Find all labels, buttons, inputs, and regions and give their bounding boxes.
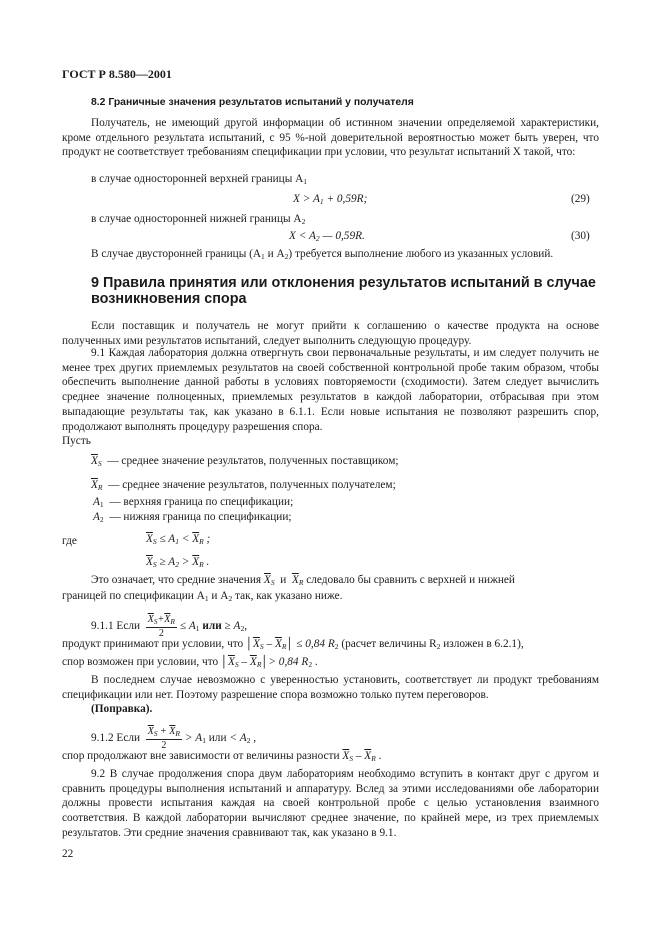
definition-xr: $\overline{X}_R$ — среднее значение результатов, полученных получателем;: [91, 479, 396, 492]
dispute-continues: спор продолжают вне зависимости от величины разности $\overline{X}_S - \overline{X}_R$ .: [62, 750, 382, 763]
mean-fraction: $\frac{\overline{X}_S+\overline{X}_R}{2}$: [147, 614, 175, 639]
definition-a1: $A_1$ — верхняя граница по спецификации;: [93, 496, 294, 509]
paragraph-8-2-intro: Получатель, не имеющий другой информации об истинном значении определяемой характеристики, кроме отдельного результата испытаний, с 95 %-ной доверительной вероятностью может быть уверен, что продукт не соответствует требованиям спецификации при условии, что результат испытаний X такой, что:: [62, 117, 599, 159]
mean-fraction-2: $\frac{\overline{X}_S + \overline{X}_R}{2}$: [147, 726, 180, 751]
definition-xs: $\overline{X}_S$ — среднее значение результатов, полученных поставщиком;: [91, 455, 399, 468]
paragraph-9-2: 9.2 В случае продолжения спора двум лабораториям необходимо вступить в контакт друг с другом и сравнить процедуры выполнения испытаний и аппаратуру. Вслед за этими исследованиями обе лаборатории должны провести испытания каждая на своей контрольной пробе с целью установления взаимного соответствия. В каждой лаборатории вычисляют среднее значение, по крайней мере, из трех приемлемых результатов. Эти средние значения сравнивают так, как указано в 9.1.: [62, 768, 599, 839]
inequality-upper: $\overline{X}_S \ge A_2 > \overline{X}_R$ .: [146, 556, 210, 569]
subsection-title-8-2: 8.2 Граничные значения результатов испытаний у получателя: [91, 97, 414, 108]
means-sentence-line1: Это означает, что средние значения $\overline{X}_S$ и $\overline{X}_R$ следовало бы сравнить с верхней и нижней: [91, 574, 515, 587]
where-label: где: [62, 535, 77, 547]
definition-a2: $A_2$ — нижняя граница по спецификации;: [93, 511, 292, 524]
acceptance-condition: продукт принимают при условии, что $│\overline{X}_S$ – $\overline{X}_R│ \le 0,84$ $R_2$ (расчет величины $R_2$ изложен в 6.2.1),: [62, 638, 524, 651]
page-number: 22: [62, 848, 74, 860]
section-9-title-line1: 9 Правила принятия или отклонения результатов испытаний в случае: [91, 275, 596, 291]
condition-9-1-2: 9.1.2 Если $\frac{\overline{X}_S + \overline{X}_R}{2}$ > $A_1$ или < $A_2$ ,: [91, 726, 257, 751]
section-9-title-line2: возникновения спора: [91, 291, 247, 307]
equation-29: $X > A_1 + 0,59R$;: [293, 193, 368, 206]
paragraph-9-intro: Если поставщик и получатель не могут прийти к соглашению о качестве продукта на основе полученных ими результатов испытаний, следует выполнить следующую процедуру.: [62, 320, 599, 347]
amendment-note: (Поправка).: [91, 703, 153, 715]
equation-30: $X < A_2$ — 0,59R.: [289, 230, 365, 243]
paragraph-9-1: 9.1 Каждая лаборатория должна отвергнуть свои первоначальные результаты, и им следует получить не менее трех других приемлемых результатов на своей собственной контрольной пробе таким образом, чтобы обеспечить выполнение данной работы в условиях повторяемости (сходимости). Затем следует вычислить среднее значение полноценных, приемлемых результатов в каждой лаборатории, отбрасывая при этом выпадающие результаты так, как указано в 6.1.1. Если новые испытания не позволяют разрешить спор, продолжают выполнять процедуру разрешения спора.: [62, 347, 599, 433]
let-label: Пусть: [62, 435, 91, 447]
case-lower-label: в случае односторонней нижней границы $A_2$: [91, 213, 306, 226]
condition-9-1-1: 9.1.1 Если $\frac{\overline{X}_S+\overline{X}_R}{2}$ ≤ $A_1$ или ≥ $A_2$,: [91, 614, 248, 639]
case-upper-label: в случае односторонней верхней границы $A_1$: [91, 173, 308, 186]
document-code: ГОСТ Р 8.580—2001: [62, 67, 172, 81]
inequality-lower: $\overline{X}_S \le A_1 < \overline{X}_R$ ;: [146, 533, 211, 546]
paragraph-two-sided: В случае двусторонней границы ($A_1$ и $A_2$) требуется выполнение любого из указанных условий.: [91, 248, 554, 261]
means-sentence-line2: границей по спецификации $A_1$ и $A_2$ так, как указано ниже.: [62, 590, 343, 603]
dispute-condition: спор возможен при условии, что $│\overline{X}_S$ – $\overline{X}_R│> 0,84$ $R_2$ .: [62, 656, 318, 669]
paragraph-last-case: В последнем случае невозможно с уверенностью установить, соответствует ли продукт требованиям спецификации или нет. Поэтому разрешение спора возможно только путем переговоров.: [62, 674, 599, 701]
equation-30-number: (30): [571, 230, 590, 242]
equation-29-number: (29): [571, 193, 590, 205]
